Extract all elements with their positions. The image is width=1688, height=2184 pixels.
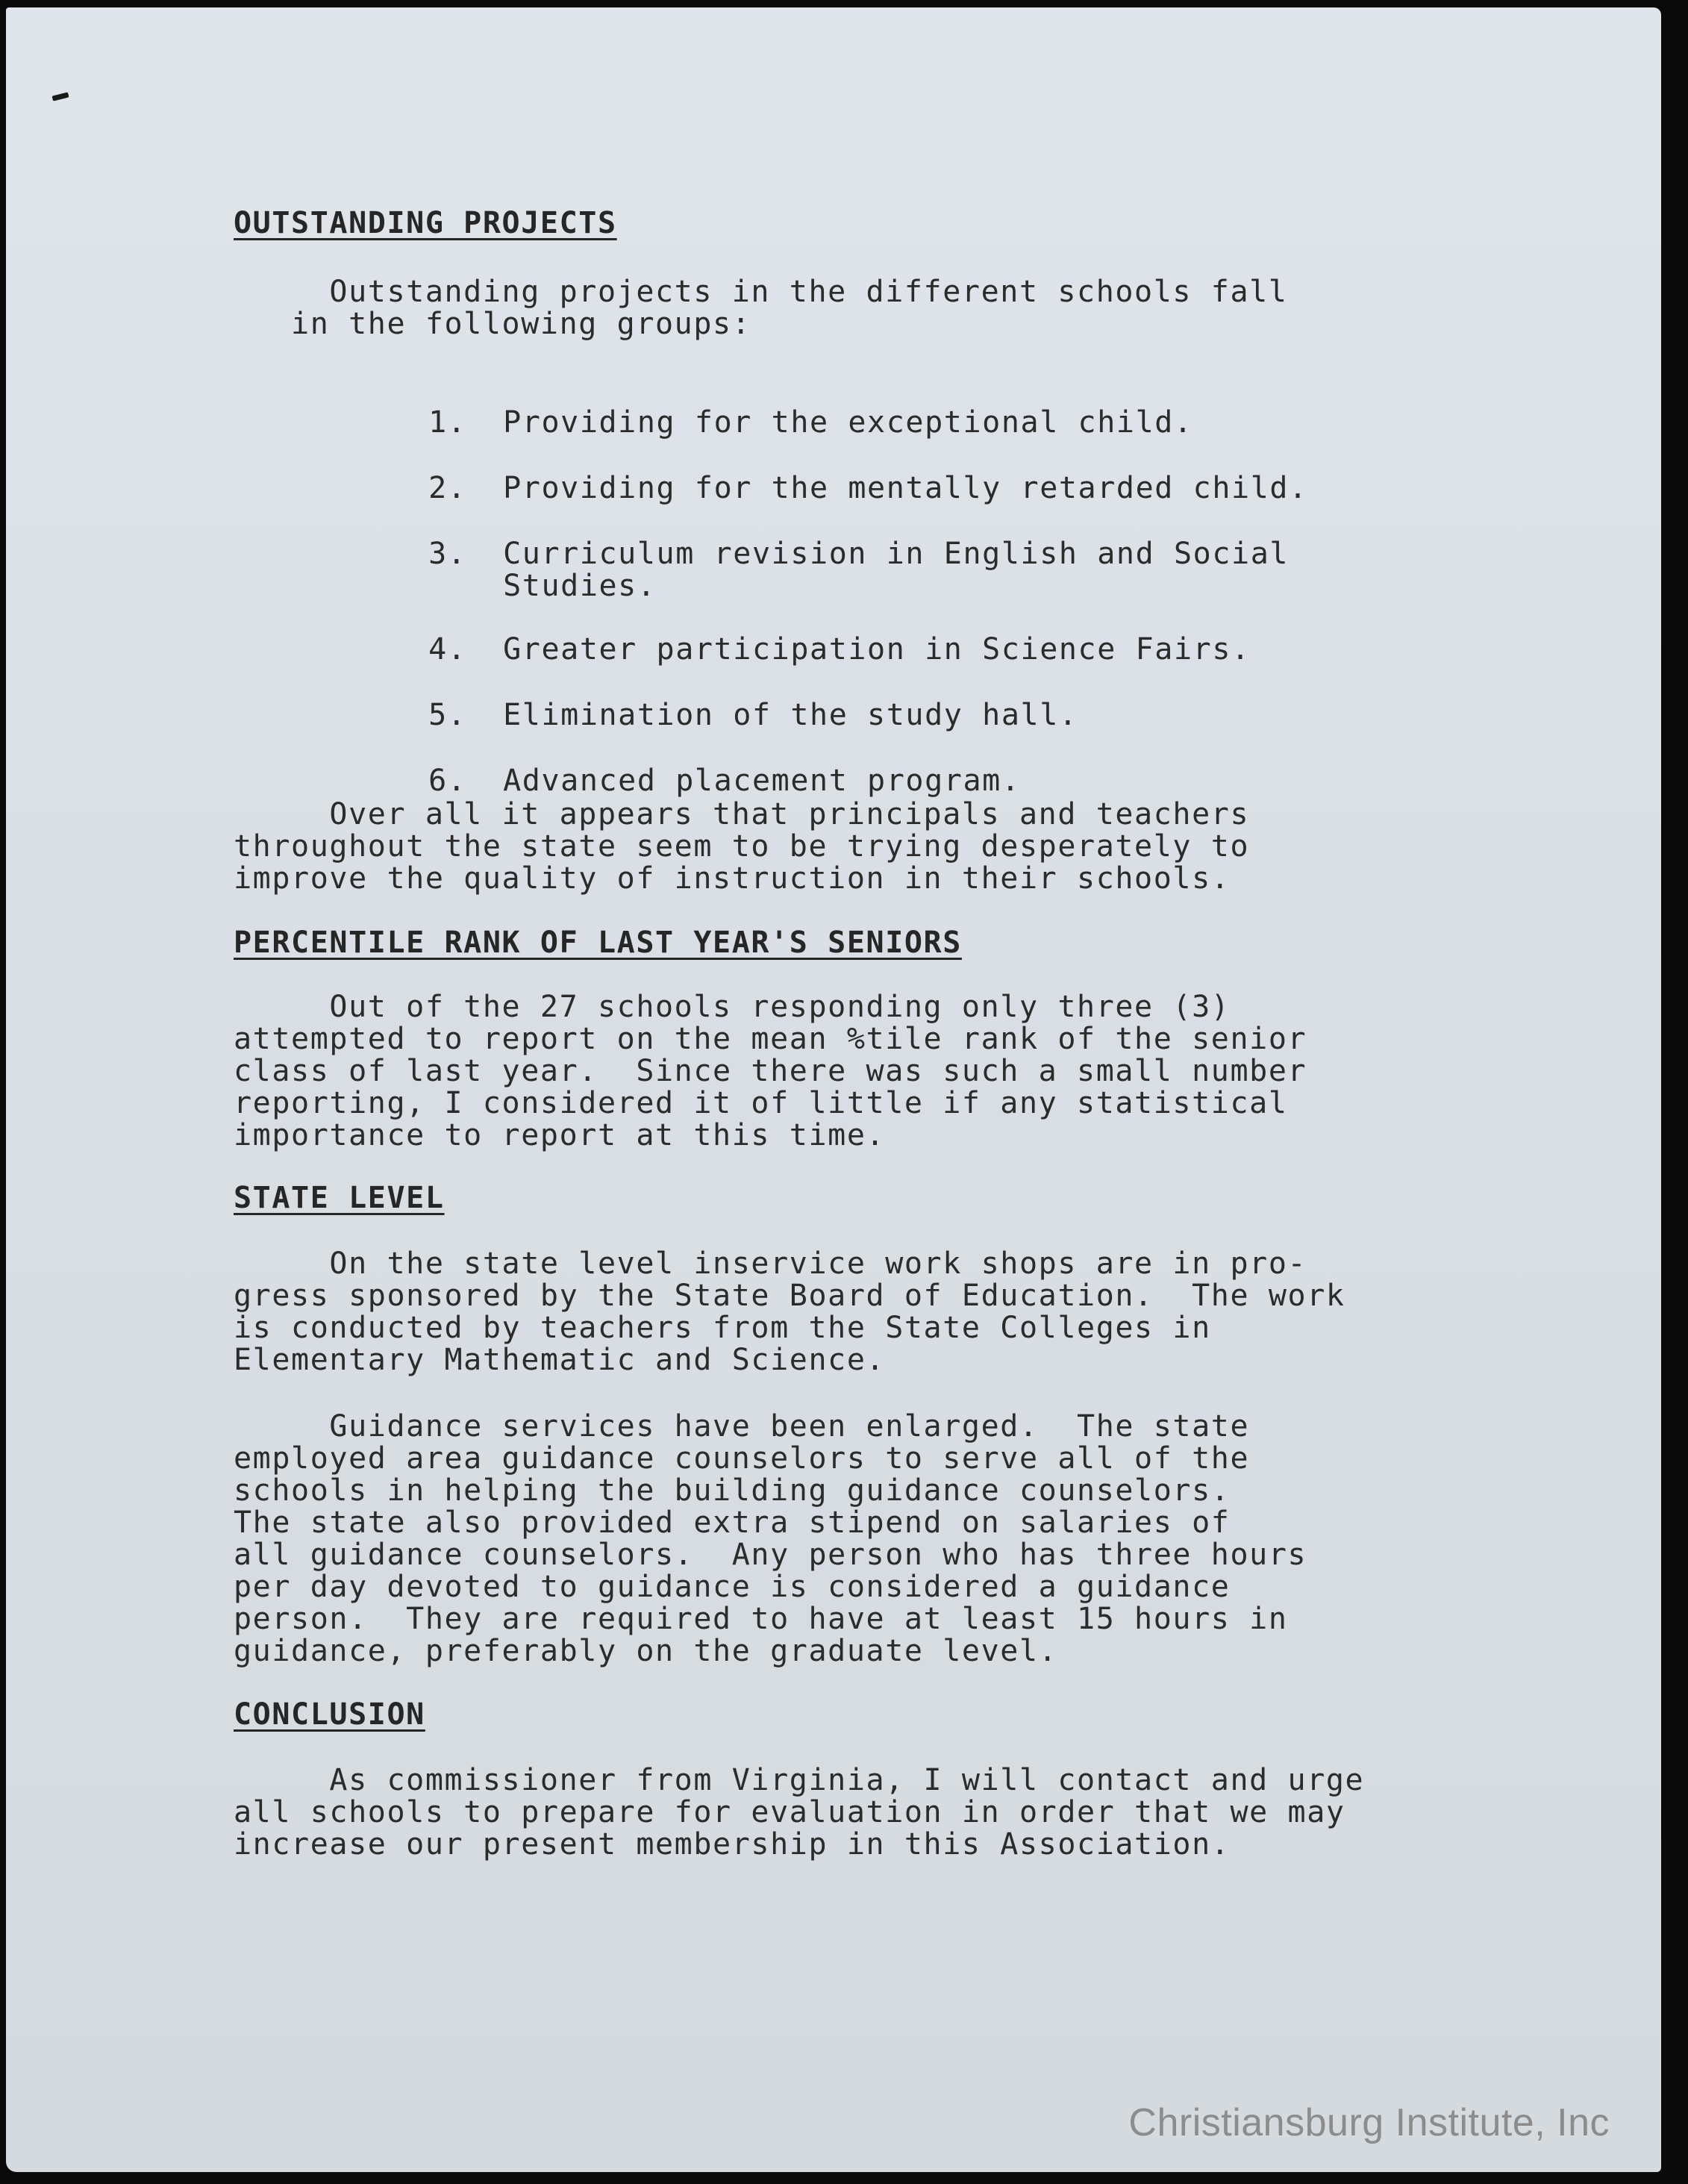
stray-ink-mark (51, 92, 69, 101)
outstanding-closing: Over all it appears that principals and teachers throughout the state seem to be trying desperately to improve the quality of instruction in their schools. (234, 797, 1250, 896)
list-text: Greater participation in Science Fairs. (503, 632, 1251, 667)
list-number: 5. (428, 698, 467, 732)
list-number: 4. (428, 632, 467, 667)
heading-state-level: STATE LEVEL (234, 1181, 445, 1215)
list-number: 1. (428, 405, 467, 440)
state-paragraph-2: Guidance services have been enlarged. The state employed area guidance counselors to serve all of the schools in helping the building guidance counselors. The state also provided extra stipend on salaries of all guidance counselors. Any person who has three hours per day devoted to guidance is considered a guidance person. They are required to have at least 15 hours in guidance, preferably on the graduate level. (234, 1409, 1307, 1668)
list-number: 2. (428, 471, 467, 505)
outstanding-intro: Outstanding projects in the different schools fall in the following groups: (291, 275, 1288, 341)
heading-percentile-rank: PERCENTILE RANK OF LAST YEAR'S SENIORS (234, 926, 962, 960)
heading-outstanding-projects: OUTSTANDING PROJECTS (234, 206, 617, 240)
list-number: 6. (428, 764, 467, 798)
state-paragraph-1: On the state level inservice work shops are in pro- gress sponsored by the State Board of Education. The work is conducted by teachers from the State Colleges in Elementary Mathematic and Science. (234, 1247, 1345, 1377)
list-text: Advanced placement program. (503, 764, 1021, 798)
document-page (6, 7, 1661, 2172)
watermark-text: Christiansburg Institute, Inc (1128, 2101, 1610, 2144)
heading-conclusion: CONCLUSION (234, 1697, 425, 1732)
list-text: Curriculum revision in English and Social Studies. (503, 537, 1290, 603)
list-text: Elimination of the study hall. (503, 698, 1078, 732)
conclusion-body: As commissioner from Virginia, I will contact and urge all schools to prepare for evaluation in order that we may increase our present membership in this Association. (234, 1763, 1365, 1862)
percentile-body: Out of the 27 schools responding only three (3) attempted to report on the mean %tile rank of the senior class of last year. Since there was such a small number reporting, I considered it of little if any statistical importance to report at this time. (234, 990, 1307, 1152)
list-text: Providing for the mentally retarded child. (503, 471, 1308, 505)
list-number: 3. (428, 537, 467, 571)
list-text: Providing for the exceptional child. (503, 405, 1193, 440)
